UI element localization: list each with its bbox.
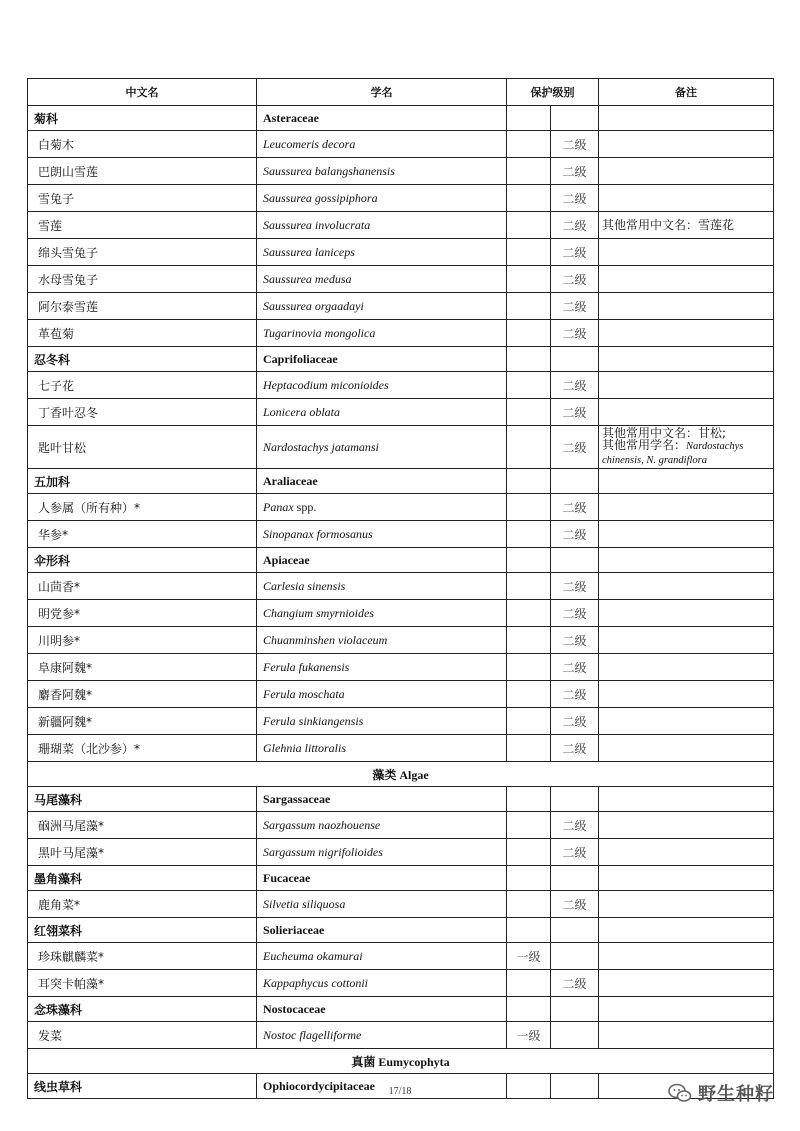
family-row [28, 548, 774, 573]
scientific-name-text: Leucomeris decora [263, 136, 356, 151]
remarks-sci-name: Nardostachys [686, 441, 744, 452]
scientific-name-text: Saussurea gossipiphora [263, 190, 378, 205]
section-title: 真菌 Eumycophyta [28, 1049, 774, 1074]
level-1-cell [507, 293, 551, 320]
remarks-cell [599, 627, 774, 654]
family-chinese-name: 马尾藻科 [28, 787, 257, 812]
species-chinese-name: 黑叶马尾藻* [28, 839, 257, 866]
remarks-cell [599, 970, 774, 997]
species-chinese-name: 巴朗山雪莲 [28, 158, 257, 185]
scientific-name-text: Nardostachys jatamansi [263, 439, 379, 454]
species-chinese-name: 革苞菊 [28, 320, 257, 347]
level-1-cell [507, 735, 551, 762]
remarks-label: 其他常用学名： [602, 438, 687, 452]
level-2-cell [551, 1022, 599, 1049]
scientific-name-text: Eucheuma okamurai [263, 948, 363, 963]
remarks-cell [599, 708, 774, 735]
species-scientific-name [257, 970, 507, 997]
species-scientific-name [257, 399, 507, 426]
section-title: 藻类 Algae [28, 762, 774, 787]
remarks-cell [599, 943, 774, 970]
page-number: 17/18 [388, 1086, 412, 1097]
species-row [28, 573, 774, 600]
remarks-cell [599, 469, 774, 494]
level-1-cell [507, 654, 551, 681]
level-2-cell: 二级 [551, 372, 599, 399]
species-chinese-name: 华参* [28, 521, 257, 548]
family-row [28, 106, 774, 131]
remarks-cell [599, 787, 774, 812]
protected-species-table [27, 78, 774, 1099]
species-scientific-name [257, 320, 507, 347]
level-1-cell [507, 866, 551, 891]
species-row [28, 708, 774, 735]
level-2-cell: 二级 [551, 320, 599, 347]
species-row [28, 212, 774, 239]
level-2-cell: 二级 [551, 158, 599, 185]
family-scientific-name: Apiaceae [257, 548, 507, 573]
header-protection-level: 保护级别 [507, 79, 599, 106]
remarks-cell [599, 997, 774, 1022]
species-scientific-name [257, 654, 507, 681]
remarks-cell [599, 494, 774, 521]
remarks-cell [599, 185, 774, 212]
family-scientific-name: Asteraceae [257, 106, 507, 131]
remarks-cell [599, 426, 774, 469]
species-scientific-name [257, 627, 507, 654]
level-1-cell [507, 399, 551, 426]
level-1-cell [507, 548, 551, 573]
species-scientific-name [257, 812, 507, 839]
species-row [28, 943, 774, 970]
level-1-cell [507, 426, 551, 469]
species-scientific-name [257, 839, 507, 866]
species-scientific-name [257, 1022, 507, 1049]
remarks-cell [599, 573, 774, 600]
scientific-name-text: Lonicera oblata [263, 404, 340, 419]
scientific-name-text: Kappaphycus cottonii [263, 975, 368, 990]
scientific-name-text: Tugarinovia mongolica [263, 325, 376, 340]
scientific-name-text: Chuanminshen violaceum [263, 632, 388, 647]
species-chinese-name: 珊瑚菜（北沙参）* [28, 735, 257, 762]
scientific-name-text: Panax [263, 499, 294, 514]
level-2-cell: 二级 [551, 399, 599, 426]
species-scientific-name [257, 708, 507, 735]
level-2-cell: 二级 [551, 293, 599, 320]
species-row [28, 735, 774, 762]
scientific-name-text: Carlesia sinensis [263, 578, 346, 593]
remarks-cell [599, 158, 774, 185]
species-scientific-name [257, 212, 507, 239]
species-chinese-name: 山茴香* [28, 573, 257, 600]
species-chinese-name: 白菊木 [28, 131, 257, 158]
species-scientific-name [257, 372, 507, 399]
level-1-cell [507, 266, 551, 293]
remarks-cell [599, 372, 774, 399]
level-1-cell: 一级 [507, 943, 551, 970]
species-row [28, 185, 774, 212]
level-2-cell: 二级 [551, 266, 599, 293]
level-1-cell [507, 891, 551, 918]
remarks-cell [599, 548, 774, 573]
level-1-cell [507, 997, 551, 1022]
family-row [28, 347, 774, 372]
remarks-cell [599, 131, 774, 158]
watermark-text: 野生种籽 [698, 1084, 774, 1105]
family-scientific-name: Caprifoliaceae [257, 347, 507, 372]
species-scientific-name [257, 735, 507, 762]
remarks-cell [599, 891, 774, 918]
level-1-cell [507, 372, 551, 399]
remarks-sci-name: chinensis, N. grandiflora [602, 455, 708, 466]
level-2-cell: 二级 [551, 970, 599, 997]
level-2-cell: 二级 [551, 600, 599, 627]
species-row [28, 239, 774, 266]
species-scientific-name [257, 426, 507, 469]
remarks-cell: 其他常用中文名：雪莲花 [599, 212, 774, 239]
species-chinese-name: 人参属（所有种）* [28, 494, 257, 521]
level-2-cell [551, 918, 599, 943]
level-1-cell [507, 131, 551, 158]
species-scientific-name [257, 600, 507, 627]
family-scientific-name: Fucaceae [257, 866, 507, 891]
family-chinese-name: 念珠藻科 [28, 997, 257, 1022]
level-2-cell: 二级 [551, 654, 599, 681]
family-row [28, 866, 774, 891]
remarks-line: 其他常用中文名：甘松; [602, 426, 727, 440]
scientific-name-text: Saussurea laniceps [263, 244, 355, 259]
level-2-cell: 二级 [551, 212, 599, 239]
level-1-cell [507, 469, 551, 494]
species-chinese-name: 七子花 [28, 372, 257, 399]
remarks-cell [599, 812, 774, 839]
scientific-name-text: Saussurea balangshanensis [263, 163, 395, 178]
species-scientific-name [257, 573, 507, 600]
level-1-cell [507, 347, 551, 372]
remarks-cell [599, 106, 774, 131]
remarks-cell [599, 347, 774, 372]
remarks-cell [599, 918, 774, 943]
species-chinese-name: 发菜 [28, 1022, 257, 1049]
scientific-name-text: Silvetia siliquosa [263, 896, 346, 911]
header-scientific-name: 学名 [257, 79, 507, 106]
species-scientific-name [257, 266, 507, 293]
remarks-cell [599, 239, 774, 266]
level-1-cell [507, 812, 551, 839]
family-chinese-name: 五加科 [28, 469, 257, 494]
section-row [28, 762, 774, 787]
level-2-cell [551, 469, 599, 494]
level-1-cell: 一级 [507, 1022, 551, 1049]
level-1-cell [507, 106, 551, 131]
remarks-cell [599, 600, 774, 627]
family-scientific-name: Nostocaceae [257, 997, 507, 1022]
species-scientific-name [257, 131, 507, 158]
species-chinese-name: 川明参* [28, 627, 257, 654]
species-row [28, 839, 774, 866]
level-1-cell [507, 970, 551, 997]
family-row [28, 918, 774, 943]
species-chinese-name: 珍珠麒麟菜* [28, 943, 257, 970]
species-chinese-name: 明党参* [28, 600, 257, 627]
scientific-name-text: Saussurea orgaadayi [263, 298, 364, 313]
level-1-cell [507, 839, 551, 866]
species-chinese-name: 绵头雪兔子 [28, 239, 257, 266]
level-2-cell: 二级 [551, 494, 599, 521]
species-row [28, 131, 774, 158]
family-chinese-name: 伞形科 [28, 548, 257, 573]
level-2-cell [551, 106, 599, 131]
remarks-cell [599, 521, 774, 548]
remarks-cell [599, 654, 774, 681]
species-chinese-name: 雪莲 [28, 212, 257, 239]
level-2-cell: 二级 [551, 812, 599, 839]
species-row [28, 600, 774, 627]
scientific-name-text: Sargassum nigrifolioides [263, 844, 383, 859]
species-scientific-name [257, 494, 507, 521]
species-scientific-name [257, 158, 507, 185]
level-1-cell [507, 787, 551, 812]
species-scientific-name [257, 239, 507, 266]
species-scientific-name [257, 521, 507, 548]
wechat-icon [668, 1082, 692, 1104]
level-1-cell [507, 185, 551, 212]
remarks-cell [599, 320, 774, 347]
species-chinese-name: 新疆阿魏* [28, 708, 257, 735]
level-1-cell [507, 212, 551, 239]
species-chinese-name: 阜康阿魏* [28, 654, 257, 681]
remarks-cell [599, 866, 774, 891]
species-row [28, 521, 774, 548]
level-1-cell [507, 494, 551, 521]
scientific-name-text: Saussurea medusa [263, 271, 352, 286]
family-chinese-name: 红翎菜科 [28, 918, 257, 943]
scientific-name-text: Ferula moschata [263, 686, 345, 701]
family-chinese-name: 忍冬科 [28, 347, 257, 372]
remarks-cell [599, 735, 774, 762]
family-row [28, 997, 774, 1022]
scientific-name-text: Changium smyrnioides [263, 605, 374, 620]
species-chinese-name: 麝香阿魏* [28, 681, 257, 708]
family-chinese-name: 菊科 [28, 106, 257, 131]
level-2-cell [551, 787, 599, 812]
scientific-name-text: Glehnia littoralis [263, 740, 347, 755]
species-row [28, 970, 774, 997]
species-row [28, 158, 774, 185]
species-chinese-name: 匙叶甘松 [28, 426, 257, 469]
family-row [28, 787, 774, 812]
species-row [28, 627, 774, 654]
species-row [28, 891, 774, 918]
remarks-cell [599, 293, 774, 320]
level-2-cell: 二级 [551, 681, 599, 708]
scientific-name-text: Ferula fukanensis [263, 659, 350, 674]
remarks-line [602, 439, 770, 453]
remarks-line [602, 453, 770, 467]
scientific-name-text: Heptacodium miconioides [263, 377, 389, 392]
level-1-cell [507, 521, 551, 548]
table-body [28, 106, 774, 1099]
family-scientific-name: Ophiocordycipitaceae [257, 1074, 507, 1099]
level-2-cell: 二级 [551, 891, 599, 918]
level-2-cell [551, 997, 599, 1022]
level-2-cell: 二级 [551, 185, 599, 212]
species-row [28, 293, 774, 320]
level-1-cell [507, 573, 551, 600]
family-scientific-name: Sargassaceae [257, 787, 507, 812]
header-remarks: 备注 [599, 79, 774, 106]
species-scientific-name [257, 943, 507, 970]
level-1-cell [507, 158, 551, 185]
family-scientific-name: Solieriaceae [257, 918, 507, 943]
species-chinese-name: 水母雪兔子 [28, 266, 257, 293]
level-2-cell: 二级 [551, 735, 599, 762]
level-2-cell: 二级 [551, 627, 599, 654]
level-1-cell [507, 239, 551, 266]
remarks-cell [599, 1022, 774, 1049]
table-header-row [28, 79, 774, 106]
level-2-cell [551, 943, 599, 970]
level-2-cell [551, 347, 599, 372]
level-2-cell: 二级 [551, 573, 599, 600]
species-row [28, 320, 774, 347]
species-chinese-name: 耳突卡帕藻* [28, 970, 257, 997]
header-chinese-name: 中文名 [28, 79, 257, 106]
level-1-cell [507, 708, 551, 735]
family-chinese-name: 墨角藻科 [28, 866, 257, 891]
species-row [28, 654, 774, 681]
level-2-cell: 二级 [551, 131, 599, 158]
family-row [28, 469, 774, 494]
level-1-cell [507, 918, 551, 943]
scientific-name-text: Nostoc flagelliforme [263, 1027, 362, 1042]
level-1-cell [507, 627, 551, 654]
level-1-cell [507, 600, 551, 627]
family-chinese-name: 线虫草科 [28, 1074, 257, 1099]
species-row [28, 399, 774, 426]
level-2-cell: 二级 [551, 708, 599, 735]
level-2-cell: 二级 [551, 239, 599, 266]
species-scientific-name [257, 891, 507, 918]
species-row [28, 681, 774, 708]
level-2-cell: 二级 [551, 521, 599, 548]
remarks-cell [599, 399, 774, 426]
level-1-cell [507, 681, 551, 708]
species-row [28, 494, 774, 521]
species-chinese-name: 硇洲马尾藻* [28, 812, 257, 839]
species-row [28, 266, 774, 293]
scientific-name-text: Sargassum naozhouense [263, 817, 381, 832]
family-scientific-name: Araliaceae [257, 469, 507, 494]
species-scientific-name [257, 681, 507, 708]
level-2-cell: 二级 [551, 426, 599, 469]
species-scientific-name [257, 293, 507, 320]
species-chinese-name: 阿尔泰雪莲 [28, 293, 257, 320]
species-chinese-name: 丁香叶忍冬 [28, 399, 257, 426]
level-1-cell [507, 320, 551, 347]
watermark [668, 1080, 774, 1106]
level-2-cell: 二级 [551, 839, 599, 866]
species-scientific-name [257, 185, 507, 212]
species-row [28, 1022, 774, 1049]
species-row [28, 812, 774, 839]
section-row [28, 1049, 774, 1074]
remarks-cell [599, 266, 774, 293]
remarks-cell [599, 839, 774, 866]
species-row [28, 372, 774, 399]
level-2-cell [551, 548, 599, 573]
scientific-name-text: Saussurea involucrata [263, 217, 371, 232]
remarks-cell [599, 681, 774, 708]
species-chinese-name: 鹿角菜* [28, 891, 257, 918]
species-chinese-name: 雪兔子 [28, 185, 257, 212]
level-2-cell [551, 866, 599, 891]
species-row [28, 426, 774, 469]
scientific-name-suffix: spp. [293, 499, 317, 514]
scientific-name-text: Sinopanax formosanus [263, 526, 373, 541]
scientific-name-text: Ferula sinkiangensis [263, 713, 364, 728]
